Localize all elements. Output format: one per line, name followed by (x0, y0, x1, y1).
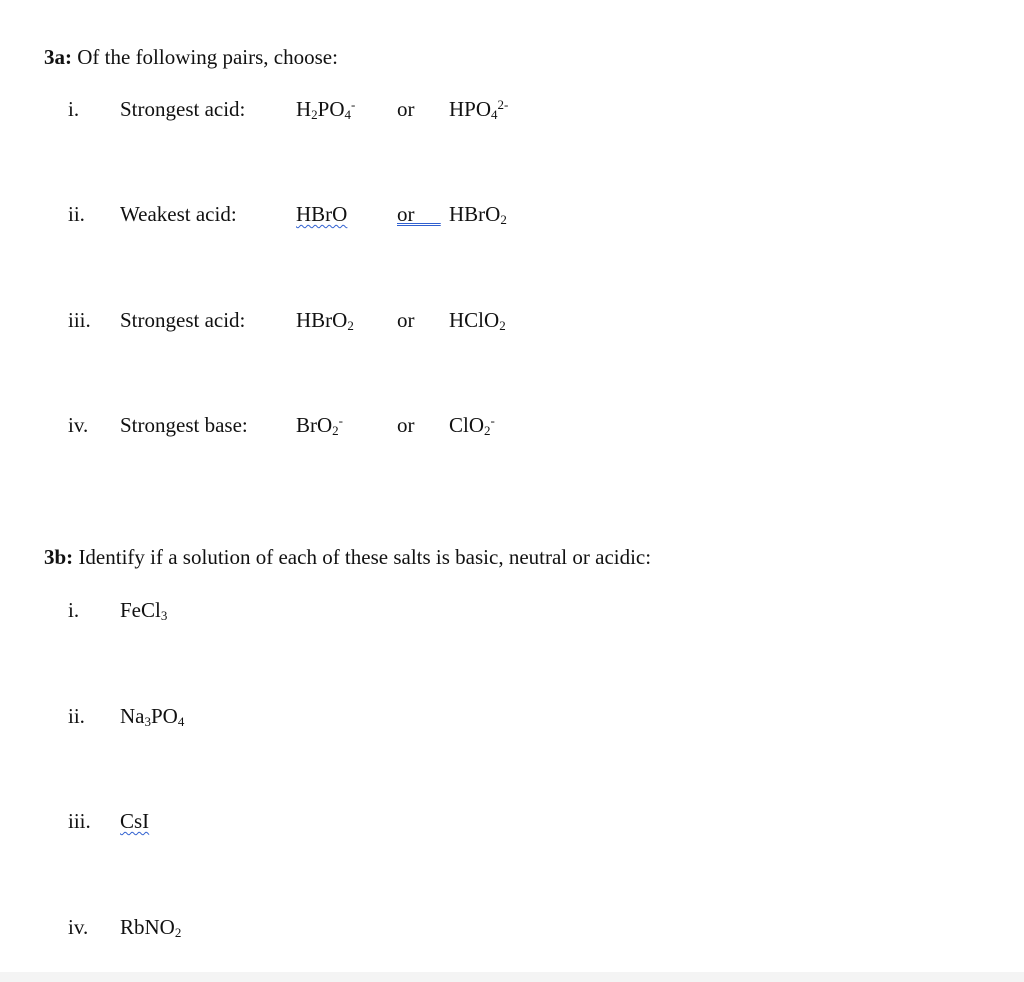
question-3a-i (0, 97, 1024, 127)
heading-3a (44, 45, 338, 70)
item-number: iii. (68, 809, 91, 833)
heading-3b-label: 3b: (44, 545, 74, 569)
option-a: BrO$_2$- (296, 413, 344, 438)
question-3a-iv (0, 413, 1024, 443)
option-b: HClO$_2$ (449, 308, 506, 333)
question-3a-iii (0, 308, 1024, 338)
salt-formula: CsI (120, 809, 150, 833)
or-text: or (397, 413, 415, 437)
item-label: Strongest base: (120, 413, 248, 437)
page-bottom-edge (0, 972, 1024, 982)
or-text: or (397, 308, 415, 332)
option-a: HBrO (296, 202, 348, 226)
or-text: or (397, 202, 415, 226)
item-number: ii. (68, 704, 85, 728)
item-number: i. (68, 97, 80, 121)
question-3b-ii (0, 704, 1024, 734)
option-a: HBrO$_2$ (296, 308, 354, 333)
question-3b-iii (0, 809, 1024, 839)
item-number: ii. (68, 202, 85, 226)
option-b: ClO$_2$- (449, 413, 495, 438)
question-3a-ii (0, 202, 1024, 232)
question-3b-i (0, 598, 1024, 628)
heading-3a-label: 3a: (44, 45, 72, 69)
salt-formula: FeCl$_3$ (120, 598, 168, 623)
item-label: Strongest acid: (120, 308, 246, 332)
option-b: $HPO_4^{2-}$ (449, 97, 509, 122)
item-number: iv. (68, 413, 89, 437)
or-text: or (397, 97, 415, 121)
salt-formula: $Na_3PO_4$ (120, 704, 185, 729)
item-number: iii. (68, 308, 91, 332)
question-3b-iv (0, 915, 1024, 945)
option-b: HBrO$_2$ (449, 202, 507, 227)
heading-3b (44, 545, 651, 570)
item-number: iv. (68, 915, 89, 939)
item-number: i. (68, 598, 80, 622)
heading-3b-text: Identify if a solution of each of these salts is basic, neutral or acidic: (78, 545, 652, 569)
salt-formula: RbNO$_2$ (120, 915, 182, 940)
option-a: $H_2PO_4^-$ (296, 97, 356, 122)
item-label: Weakest acid: (120, 202, 237, 226)
heading-3a-text: Of the following pairs, choose: (77, 45, 338, 69)
item-label: Strongest acid: (120, 97, 246, 121)
